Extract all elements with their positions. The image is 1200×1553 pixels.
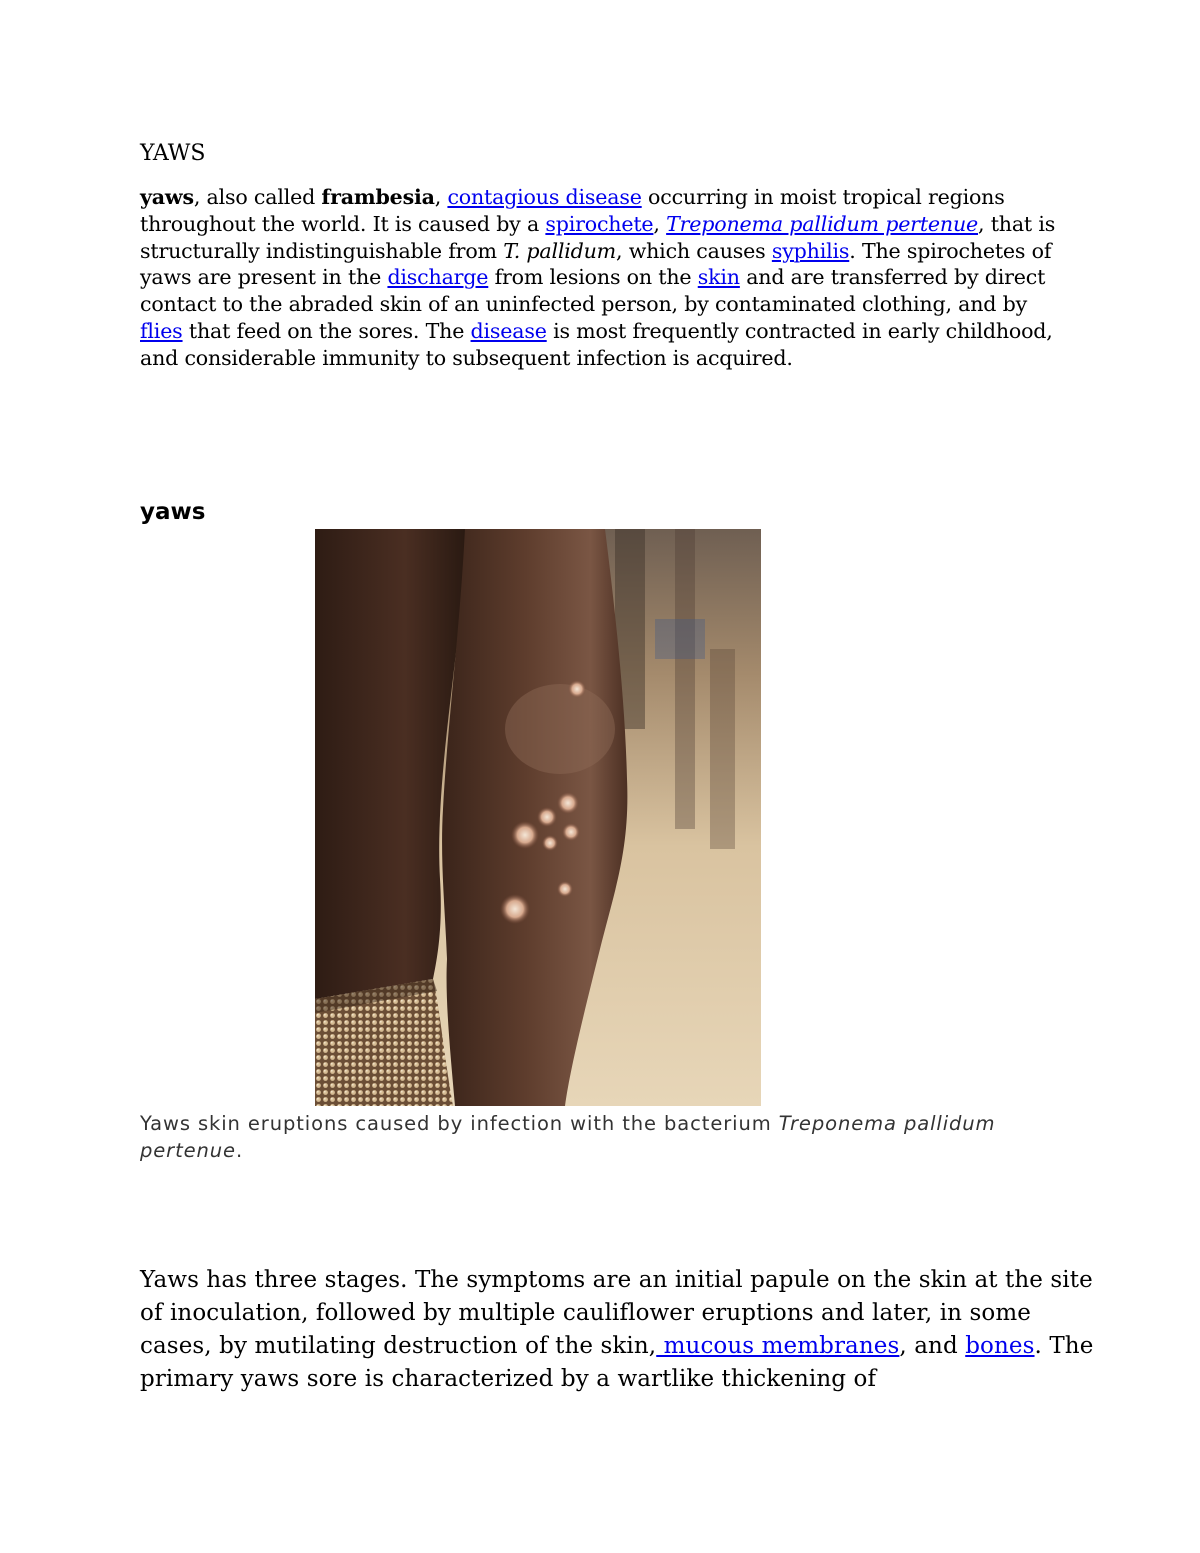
link-contagious-disease[interactable]: contagious disease [447, 185, 642, 209]
link-skin[interactable]: skin [697, 265, 740, 290]
stages-text: . The primary yaws sore is characterized by a wartlike thickening of [140, 1333, 1094, 1392]
link-treponema-label: Treponema pallidum pertenue [666, 211, 979, 236]
link-spirochete[interactable]: spirochete [545, 211, 654, 236]
figure-caption [140, 1110, 1080, 1164]
intro-paragraph [140, 184, 1075, 372]
species-abbrev: T. pallidum [503, 238, 616, 263]
link-syphilis[interactable]: syphilis [771, 238, 850, 263]
document-title: YAWS [140, 141, 206, 166]
intro-text: that feed on the sores. The [182, 318, 471, 343]
stages-text: , and [899, 1333, 966, 1359]
intro-text: , [653, 211, 667, 236]
intro-text: , also called [193, 185, 322, 209]
intro-text: occurring in moist tropical regions throughout the world. It is caused by a [140, 185, 1005, 236]
link-discharge[interactable]: discharge [387, 265, 489, 290]
term-yaws: yaws [140, 185, 194, 209]
stages-paragraph [140, 1264, 1100, 1396]
intro-text: , which causes [616, 238, 772, 263]
intro-text: . The spirochetes of yaws are present in the [140, 238, 1052, 290]
link-bones[interactable]: bones [965, 1333, 1035, 1359]
link-mucous-membranes[interactable]: mucous membranes [656, 1333, 900, 1359]
term-frambesia: frambesia [321, 185, 435, 209]
link-disease[interactable]: disease [470, 318, 547, 343]
yaws-photo [315, 529, 761, 1106]
figure-heading: yaws [140, 499, 206, 525]
intro-text: is most frequently contracted in early childhood, and considerable immunity to subsequent infection is acquired. [140, 318, 1053, 370]
stages-text: Yaws has three stages. The symptoms are an initial papule on the skin at the site of inoculation, followed by multiple cauliflower eruptions and later, in some cases, by mutilating destruction of the skin, [140, 1267, 1093, 1359]
intro-text: , [434, 185, 448, 209]
caption-text: Yaws skin eruptions caused by infection with the bacterium [140, 1112, 779, 1135]
caption-end: . [235, 1139, 244, 1162]
intro-text: and are transferred by direct contact to the abraded skin of an uninfected person, by contaminated clothing, and by [140, 265, 1046, 317]
link-treponema-pallidum-pertenue[interactable] [666, 212, 978, 236]
intro-text: from lesions on the [488, 265, 698, 290]
caption-species: Treponema pallidum pertenue [140, 1112, 996, 1162]
link-flies[interactable]: flies [140, 318, 183, 343]
intro-text: , that is structurally indistinguishable from [140, 211, 1056, 263]
